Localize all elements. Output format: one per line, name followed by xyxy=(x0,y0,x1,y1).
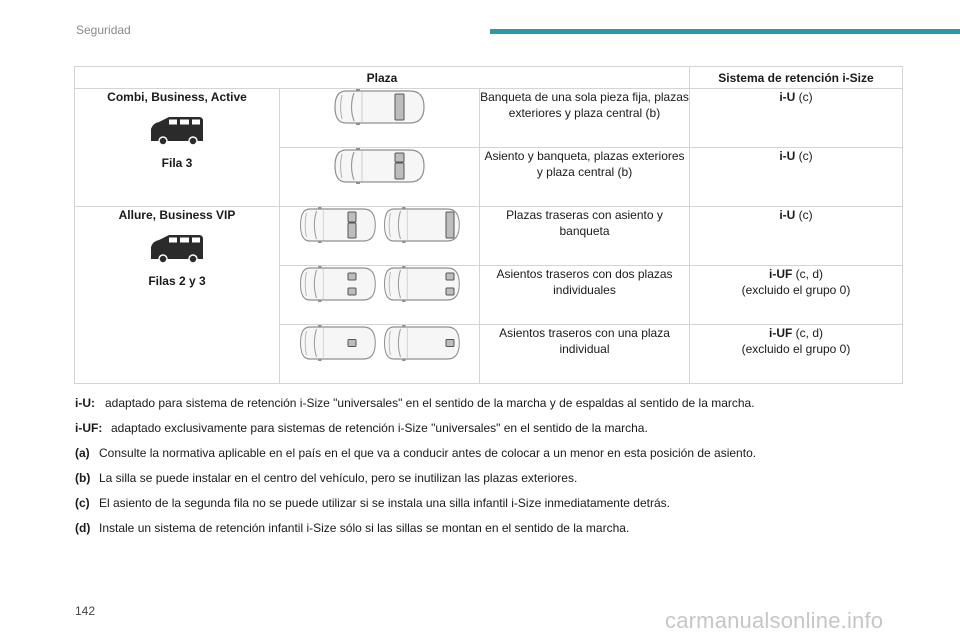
system-code: i-UF xyxy=(769,326,793,340)
seat-description: Asientos traseros con dos plazas individuales xyxy=(480,266,690,325)
footnote-text: La silla se puede instalar en el centro del vehículo, pero se inutilizan las plazas exteriores. xyxy=(99,471,578,485)
single-seat-icon xyxy=(395,153,404,162)
page-number: 142 xyxy=(75,604,96,618)
version-name: Business VIP xyxy=(159,208,236,222)
footnote-item xyxy=(75,471,905,496)
vehicle-group-cell xyxy=(75,207,280,384)
single-seat-icon xyxy=(446,273,454,280)
system-code: i-UF xyxy=(769,267,793,281)
section-title: Seguridad xyxy=(76,23,131,37)
single-seat-icon xyxy=(446,340,454,347)
system-code: i-U xyxy=(779,208,796,222)
seat-diagram-cell xyxy=(280,325,480,384)
column-header-seat: Plaza xyxy=(75,67,690,89)
system-note: (c, d) xyxy=(792,326,823,340)
bench-seat-icon xyxy=(395,94,404,120)
system-note: (c) xyxy=(795,149,813,163)
seat-row-label: Filas 2 y 3 xyxy=(148,274,206,288)
footnote-text: adaptado exclusivamente para sistemas de retención i-Size "universales" en el sentido de la marcha. xyxy=(111,421,648,435)
footnote-text: Consulte la normativa aplicable en el país en el que va a conducir antes de colocar a un menor en esta posición de asiento. xyxy=(99,446,757,460)
single-seat-icon xyxy=(348,212,356,222)
footnote-text: El asiento de la segunda fila no se puede utilizar si se instala una silla infantil i-Size inmediatamente detrás. xyxy=(99,496,670,510)
car-top-view-icon xyxy=(332,89,428,127)
system-code-cell xyxy=(690,266,903,325)
system-code: i-U xyxy=(779,149,796,163)
single-seat-icon xyxy=(446,288,454,295)
version-name: Active xyxy=(210,90,247,104)
version-name: Allure xyxy=(118,208,153,222)
car-top-view-pair-icon xyxy=(298,207,462,245)
system-extra: (excluido el grupo 0) xyxy=(741,342,851,356)
system-extra: (excluido el grupo 0) xyxy=(741,283,851,297)
bench-seat-icon xyxy=(395,163,404,179)
system-code: i-U xyxy=(779,90,796,104)
seat-diagram-cell xyxy=(280,207,480,266)
section-accent-bar xyxy=(490,29,960,34)
version-separator: , xyxy=(144,90,152,104)
van-side-icon xyxy=(147,115,207,147)
system-note: (c) xyxy=(795,208,813,222)
footnote-key: i-UF: xyxy=(75,421,103,435)
seat-diagram-cell xyxy=(280,148,480,207)
car-top-view-pair-icon xyxy=(298,266,462,304)
car-top-view-icon xyxy=(332,148,428,186)
footnote-key: i-U: xyxy=(75,396,95,410)
footnotes xyxy=(75,396,905,546)
vehicle-versions xyxy=(75,89,279,105)
footnote-text: adaptado para sistema de retención i-Size "universales" en el sentido de la marcha y de espaldas al sentido de la marcha. xyxy=(105,396,755,410)
footnote-item xyxy=(75,396,905,421)
footnote-key: (d) xyxy=(75,521,91,535)
bench-seat-icon xyxy=(348,223,356,238)
table-header-row xyxy=(75,67,903,89)
footnote-text: Instale un sistema de retención infantil i-Size sólo si las sillas se montan en el sentido de la marcha. xyxy=(99,521,630,535)
system-code-cell xyxy=(690,148,903,207)
seat-row-label: Fila 3 xyxy=(161,156,193,170)
vehicle-versions xyxy=(75,207,279,223)
version-name: Business xyxy=(151,90,205,104)
seat-description: Asientos traseros con una plaza individual xyxy=(480,325,690,384)
system-code-cell xyxy=(690,89,903,148)
footnote-item xyxy=(75,496,905,521)
column-header-system: Sistema de retención i-Size xyxy=(690,67,903,89)
footnote-key: (c) xyxy=(75,496,90,510)
system-code-cell xyxy=(690,325,903,384)
footnote-item xyxy=(75,521,905,546)
single-seat-icon xyxy=(348,273,356,280)
footnote-item xyxy=(75,446,905,471)
seat-description: Asiento y banqueta, plazas exteriores y plaza central (b) xyxy=(480,148,690,207)
bench-seat-icon xyxy=(446,212,454,238)
seat-description: Banqueta de una sola pieza fija, plazas exteriores y plaza central (b) xyxy=(480,89,690,148)
footnote-key: (b) xyxy=(75,471,91,485)
van-side-icon xyxy=(147,233,207,265)
single-seat-icon xyxy=(348,288,356,295)
vehicle-group-cell xyxy=(75,89,280,207)
table-row xyxy=(75,89,903,148)
watermark: carmanualsonline.info xyxy=(665,608,884,633)
seat-description: Plazas traseras con asiento y banqueta xyxy=(480,207,690,266)
isize-seat-table xyxy=(74,66,903,384)
footnote-item xyxy=(75,421,905,446)
car-top-view-pair-icon xyxy=(298,325,462,363)
single-seat-icon xyxy=(348,340,356,347)
seat-diagram-cell xyxy=(280,89,480,148)
footnote-key: (a) xyxy=(75,446,90,460)
version-separator: , xyxy=(204,90,211,104)
system-note: (c, d) xyxy=(792,267,823,281)
system-note: (c) xyxy=(795,90,813,104)
version-separator: , xyxy=(152,208,160,222)
seat-diagram-cell xyxy=(280,266,480,325)
version-name: Combi xyxy=(107,90,145,104)
system-code-cell xyxy=(690,207,903,266)
table-row xyxy=(75,207,903,266)
